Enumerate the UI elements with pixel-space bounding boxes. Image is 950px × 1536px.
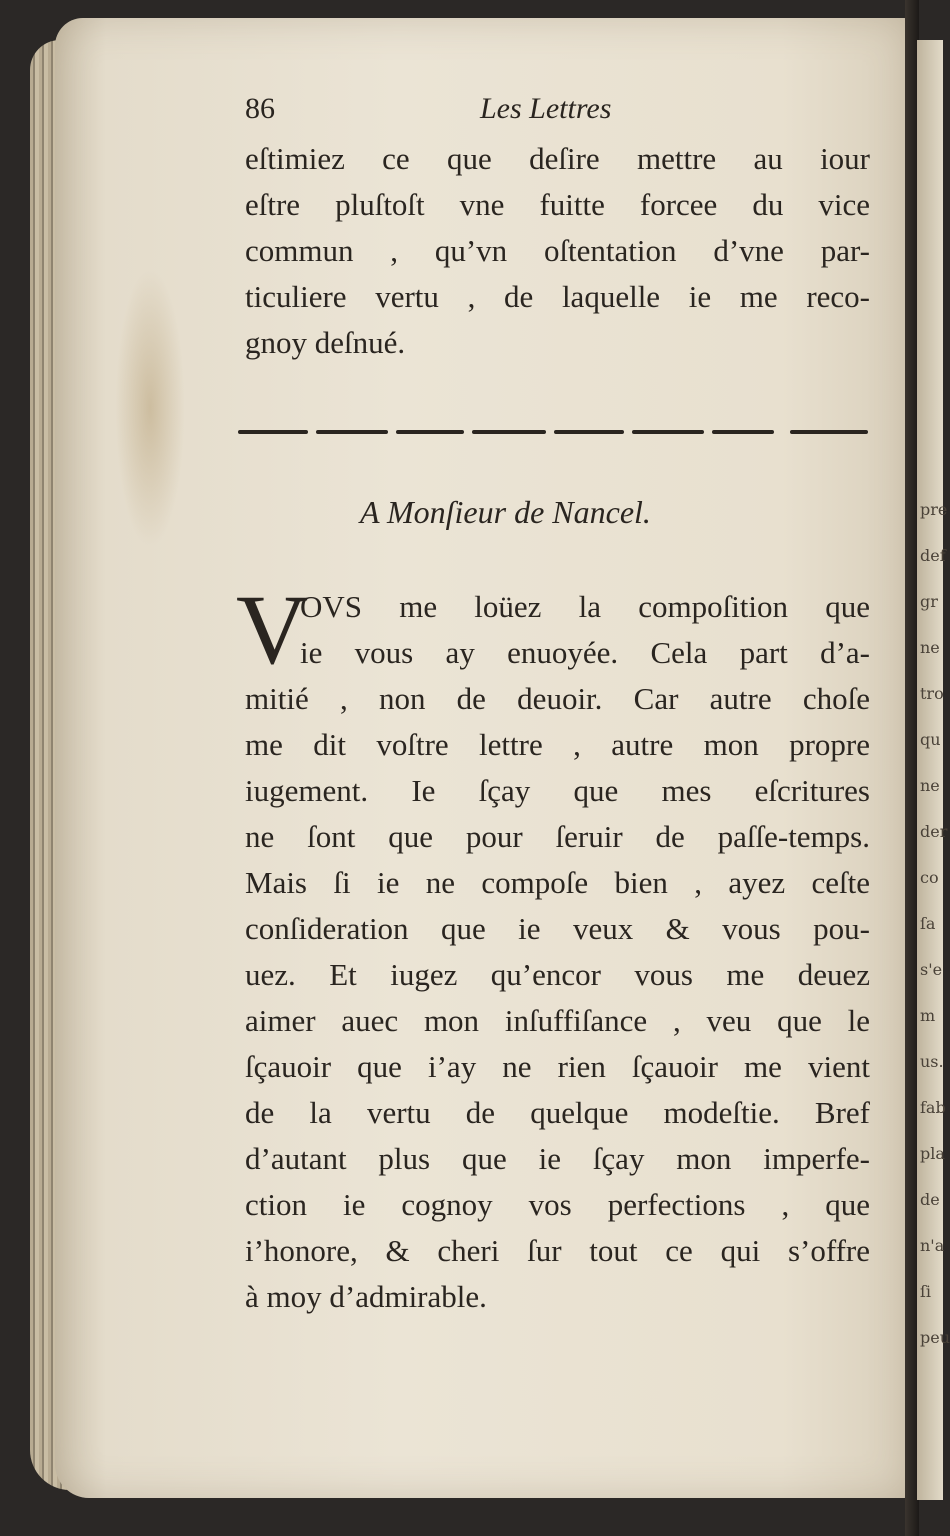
facing-page-fragment: s'e (920, 960, 943, 979)
letter-line: me dit voſtre lettre , autre mon propre (245, 727, 870, 762)
rule-segment (554, 430, 624, 434)
rule-segment (472, 430, 546, 434)
letter-line: de la vertu de quelque modeſtie. Bref (245, 1095, 870, 1130)
rule-segment (396, 430, 464, 434)
facing-page-fragment: m (920, 1006, 936, 1025)
facing-page-fragment: pla (920, 1144, 945, 1163)
facing-page-fragment: ne (920, 776, 940, 795)
rule-segment (790, 430, 868, 434)
facing-page-fragment: co (920, 868, 939, 887)
facing-page-fragment: us. (920, 1052, 944, 1071)
continuation-line: ticuliere vertu , de laquelle ie me reco- (245, 279, 870, 314)
letter-line: iugement. Ie ſçay que mes eſcritures (245, 773, 870, 808)
facing-page-fragment: n'a (920, 1236, 945, 1255)
facing-page-fragment: tro (920, 684, 944, 703)
facing-page-fragment: fab (920, 1098, 946, 1117)
facing-page-fragment: ſa (920, 914, 936, 933)
letter-line: conſideration que ie veux & vous pou- (245, 911, 870, 946)
letter-line: d’autant plus que ie ſçay mon imperfe- (245, 1141, 870, 1176)
letter-line: ſçauoir que i’ay ne rien ſçauoir me vient (245, 1049, 870, 1084)
letter-line: i’honore, & cheri ſur tout ce qui s’offre (245, 1233, 870, 1268)
continuation-line: commun , qu’vn oſtentation d’vne par- (245, 233, 870, 268)
facing-page-fragment: ne (920, 638, 940, 657)
running-title: Les Lettres (480, 92, 612, 125)
facing-page-fragment: peu (920, 1328, 950, 1347)
facing-page-fragment: def (920, 546, 946, 565)
rule-segment (712, 430, 774, 434)
rule-segment (632, 430, 704, 434)
drop-cap: V (236, 574, 309, 685)
ornamental-rule (238, 427, 868, 439)
letter-line: à moy d’admirable. (245, 1279, 487, 1314)
letter-line: Mais ſi ie ne compoſe bien , ayez ceſte (245, 865, 870, 900)
facing-page-edge (917, 40, 950, 1500)
letter-line: uez. Et iugez qu’encor vous me deuez (245, 957, 870, 992)
facing-page-fragment: der (920, 822, 948, 841)
facing-page-fragment: gr (920, 592, 938, 611)
rule-segment (316, 430, 388, 434)
facing-page-fragment: qu (920, 730, 941, 749)
continuation-line: eſtimiez ce que deſire mettre au iour (245, 141, 870, 176)
letter-line: mitié , non de deuoir. Car autre choſe (245, 681, 870, 716)
letter-line: ne ſont que pour ſeruir de paſſe-temps. (245, 819, 870, 854)
facing-page-fragment: ſi (920, 1282, 932, 1301)
foxing-stain (115, 268, 185, 548)
facing-page-fragment: de (920, 1190, 940, 1209)
continuation-line: gnoy deſnué. (245, 325, 406, 360)
letter-line: OVS me loüez la compoſition que (300, 589, 870, 624)
rule-segment (238, 430, 308, 434)
letter-line: ction ie cognoy vos perfections , que (245, 1187, 870, 1222)
continuation-line: eſtre pluſtoſt vne fuitte forcee du vice (245, 187, 870, 222)
letter-line: aimer auec mon inſuffiſance , veu que le (245, 1003, 870, 1038)
running-head (245, 92, 675, 132)
facing-page-fragment: pre (920, 500, 948, 519)
letter-line: ie vous ay enuoyée. Cela part d’a- (300, 635, 870, 670)
letter-heading: A Monſieur de Nancel. (360, 494, 651, 530)
page-number: 86 (245, 92, 275, 125)
